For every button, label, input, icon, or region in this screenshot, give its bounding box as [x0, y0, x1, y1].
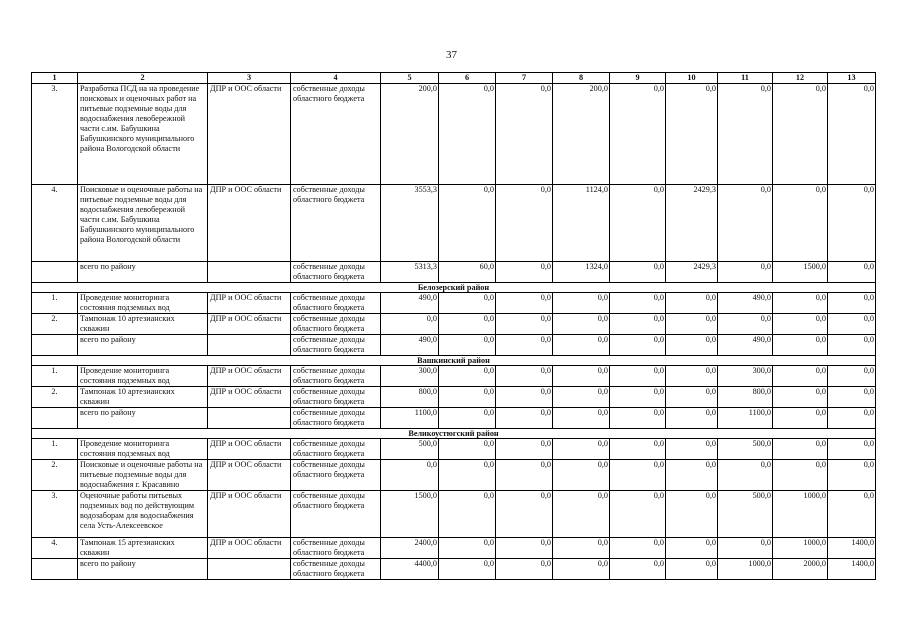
- column-header-9: 9: [610, 73, 666, 84]
- amount-cell: 0,0: [718, 538, 773, 559]
- amount-cell: 0,0: [496, 84, 553, 185]
- row-number-cell: 3.: [32, 491, 78, 538]
- executor-cell: [208, 559, 291, 580]
- row-number-cell: 4.: [32, 185, 78, 262]
- amount-cell: 0,0: [610, 262, 666, 283]
- amount-cell: 0,0: [496, 185, 553, 262]
- funding-source-cell: собственные доходы областного бюджета: [291, 84, 381, 185]
- amount-cell: 0,0: [666, 84, 718, 185]
- amount-cell: 0,0: [828, 408, 876, 429]
- amount-cell: 490,0: [718, 335, 773, 356]
- amount-cell: 1000,0: [773, 491, 828, 538]
- amount-cell: 0,0: [718, 262, 773, 283]
- funding-source-cell: собственные доходы областного бюджета: [291, 335, 381, 356]
- amount-cell: 0,0: [553, 439, 610, 460]
- column-header-8: 8: [553, 73, 610, 84]
- table-row: [32, 538, 876, 559]
- amount-cell: 0,0: [610, 293, 666, 314]
- table-row: [32, 491, 876, 538]
- amount-cell: 0,0: [610, 387, 666, 408]
- amount-cell: 0,0: [666, 335, 718, 356]
- amount-cell: 0,0: [773, 439, 828, 460]
- amount-cell: 0,0: [553, 293, 610, 314]
- column-header-7: 7: [496, 73, 553, 84]
- amount-cell: 0,0: [828, 387, 876, 408]
- funding-source-cell: собственные доходы областного бюджета: [291, 262, 381, 283]
- amount-cell: 1400,0: [828, 538, 876, 559]
- amount-cell: 0,0: [610, 335, 666, 356]
- table-row: [32, 439, 876, 460]
- amount-cell: 0,0: [610, 538, 666, 559]
- amount-cell: 0,0: [496, 293, 553, 314]
- amount-cell: 0,0: [666, 293, 718, 314]
- executor-cell: ДПР и ООС области: [208, 366, 291, 387]
- row-number-cell: 2.: [32, 387, 78, 408]
- amount-cell: 500,0: [718, 439, 773, 460]
- executor-cell: ДПР и ООС области: [208, 460, 291, 491]
- amount-cell: 0,0: [773, 314, 828, 335]
- activity-cell: Оценочные работы питьевых подземных вод по действующим водозаборам для водоснабжения села Усть-Алексеевское: [78, 491, 208, 538]
- amount-cell: 0,0: [773, 387, 828, 408]
- amount-cell: 0,0: [828, 185, 876, 262]
- amount-cell: 0,0: [439, 387, 496, 408]
- amount-cell: 0,0: [553, 314, 610, 335]
- activity-cell: Поисковые и оценочные работы на питьевые подземные воды для водоснабжения г. Красавино: [78, 460, 208, 491]
- table-row: [32, 366, 876, 387]
- amount-cell: 490,0: [381, 293, 439, 314]
- executor-cell: ДПР и ООС области: [208, 293, 291, 314]
- activity-cell: Тампонаж 10 артезианских скважин: [78, 387, 208, 408]
- amount-cell: 0,0: [666, 366, 718, 387]
- funding-source-cell: собственные доходы областного бюджета: [291, 559, 381, 580]
- table-row: [32, 314, 876, 335]
- amount-cell: 0,0: [718, 460, 773, 491]
- amount-cell: 0,0: [828, 366, 876, 387]
- amount-cell: 0,0: [496, 538, 553, 559]
- column-header-6: 6: [439, 73, 496, 84]
- amount-cell: 0,0: [666, 314, 718, 335]
- district-section-row: [32, 356, 876, 366]
- amount-cell: 200,0: [381, 84, 439, 185]
- row-number-cell: [32, 262, 78, 283]
- amount-cell: 0,0: [610, 439, 666, 460]
- column-header-5: 5: [381, 73, 439, 84]
- column-header-row: [32, 73, 876, 84]
- column-header-13: 13: [828, 73, 876, 84]
- amount-cell: 0,0: [439, 491, 496, 538]
- budget-table: [31, 72, 876, 580]
- amount-cell: 0,0: [718, 314, 773, 335]
- amount-cell: 5313,3: [381, 262, 439, 283]
- amount-cell: 0,0: [610, 84, 666, 185]
- amount-cell: 0,0: [828, 293, 876, 314]
- amount-cell: 0,0: [496, 314, 553, 335]
- amount-cell: 0,0: [439, 538, 496, 559]
- column-header-10: 10: [666, 73, 718, 84]
- amount-cell: 0,0: [773, 335, 828, 356]
- funding-source-cell: собственные доходы областного бюджета: [291, 387, 381, 408]
- amount-cell: 1500,0: [773, 262, 828, 283]
- row-number-cell: 1.: [32, 366, 78, 387]
- funding-source-cell: собственные доходы областного бюджета: [291, 491, 381, 538]
- row-number-cell: 1.: [32, 293, 78, 314]
- amount-cell: 1000,0: [773, 538, 828, 559]
- amount-cell: 0,0: [496, 387, 553, 408]
- page-number: 37: [446, 49, 457, 61]
- column-header-11: 11: [718, 73, 773, 84]
- district-title: Вашкинский район: [32, 356, 876, 366]
- amount-cell: 2429,3: [666, 262, 718, 283]
- amount-cell: 0,0: [439, 366, 496, 387]
- activity-cell: Разработка ПСД на на проведение поисковых и оценочных работ на питьевые подземные воды для водоснабжения левобережной части с.им. Бабушкина Бабушкинского муниципального района Вологодской области: [78, 84, 208, 185]
- amount-cell: 1500,0: [381, 491, 439, 538]
- amount-cell: 0,0: [496, 559, 553, 580]
- executor-cell: ДПР и ООС области: [208, 387, 291, 408]
- table-row: [32, 408, 876, 429]
- amount-cell: 0,0: [773, 460, 828, 491]
- amount-cell: 0,0: [828, 84, 876, 185]
- amount-cell: 0,0: [553, 491, 610, 538]
- funding-source-cell: собственные доходы областного бюджета: [291, 366, 381, 387]
- funding-source-cell: собственные доходы областного бюджета: [291, 538, 381, 559]
- activity-cell: Проведение мониторинга состояния подземных вод: [78, 293, 208, 314]
- amount-cell: 0,0: [773, 366, 828, 387]
- amount-cell: 0,0: [610, 559, 666, 580]
- amount-cell: 0,0: [610, 408, 666, 429]
- amount-cell: 1324,0: [553, 262, 610, 283]
- amount-cell: 0,0: [773, 185, 828, 262]
- amount-cell: 0,0: [553, 559, 610, 580]
- amount-cell: 0,0: [610, 491, 666, 538]
- amount-cell: 0,0: [439, 335, 496, 356]
- amount-cell: 0,0: [666, 538, 718, 559]
- amount-cell: 0,0: [381, 314, 439, 335]
- amount-cell: 1000,0: [718, 559, 773, 580]
- table-row: [32, 335, 876, 356]
- table-row: [32, 387, 876, 408]
- executor-cell: ДПР и ООС области: [208, 314, 291, 335]
- amount-cell: 4400,0: [381, 559, 439, 580]
- activity-cell: Проведение мониторинга состояния подземных вод: [78, 439, 208, 460]
- funding-source-cell: собственные доходы областного бюджета: [291, 408, 381, 429]
- amount-cell: 0,0: [439, 185, 496, 262]
- amount-cell: 0,0: [553, 460, 610, 491]
- amount-cell: 0,0: [439, 84, 496, 185]
- funding-source-cell: собственные доходы областного бюджета: [291, 293, 381, 314]
- amount-cell: 800,0: [381, 387, 439, 408]
- amount-cell: 1124,0: [553, 185, 610, 262]
- amount-cell: 0,0: [666, 387, 718, 408]
- executor-cell: ДПР и ООС области: [208, 84, 291, 185]
- amount-cell: 2429,3: [666, 185, 718, 262]
- district-section-row: [32, 429, 876, 439]
- amount-cell: 1100,0: [381, 408, 439, 429]
- amount-cell: 0,0: [666, 439, 718, 460]
- column-header-12: 12: [773, 73, 828, 84]
- amount-cell: 0,0: [718, 185, 773, 262]
- table-row: [32, 185, 876, 262]
- amount-cell: 0,0: [381, 460, 439, 491]
- activity-cell: Проведение мониторинга состояния подземных вод: [78, 366, 208, 387]
- amount-cell: 0,0: [439, 559, 496, 580]
- amount-cell: 0,0: [610, 366, 666, 387]
- amount-cell: 0,0: [496, 262, 553, 283]
- amount-cell: 490,0: [381, 335, 439, 356]
- amount-cell: 0,0: [666, 460, 718, 491]
- amount-cell: 0,0: [553, 408, 610, 429]
- amount-cell: 0,0: [439, 293, 496, 314]
- district-title: Великоустюгский район: [32, 429, 876, 439]
- amount-cell: 0,0: [439, 314, 496, 335]
- amount-cell: 300,0: [718, 366, 773, 387]
- table-row: [32, 460, 876, 491]
- amount-cell: 60,0: [439, 262, 496, 283]
- amount-cell: 0,0: [828, 262, 876, 283]
- amount-cell: 300,0: [381, 366, 439, 387]
- amount-cell: 0,0: [610, 460, 666, 491]
- row-number-cell: 2.: [32, 460, 78, 491]
- row-number-cell: 1.: [32, 439, 78, 460]
- amount-cell: 800,0: [718, 387, 773, 408]
- amount-cell: 0,0: [610, 185, 666, 262]
- amount-cell: 0,0: [666, 408, 718, 429]
- amount-cell: 0,0: [718, 84, 773, 185]
- amount-cell: 200,0: [553, 84, 610, 185]
- activity-cell: Тампонаж 15 артезианских скважин: [78, 538, 208, 559]
- amount-cell: 0,0: [553, 335, 610, 356]
- amount-cell: 0,0: [666, 491, 718, 538]
- executor-cell: [208, 335, 291, 356]
- table-row: [32, 559, 876, 580]
- table-row: [32, 84, 876, 185]
- row-number-cell: 2.: [32, 314, 78, 335]
- table-row: [32, 262, 876, 283]
- amount-cell: 0,0: [496, 335, 553, 356]
- row-number-cell: [32, 559, 78, 580]
- row-number-cell: 4.: [32, 538, 78, 559]
- amount-cell: 0,0: [439, 460, 496, 491]
- amount-cell: 0,0: [496, 491, 553, 538]
- funding-source-cell: собственные доходы областного бюджета: [291, 460, 381, 491]
- amount-cell: 0,0: [496, 366, 553, 387]
- amount-cell: 0,0: [828, 335, 876, 356]
- amount-cell: 0,0: [773, 408, 828, 429]
- amount-cell: 0,0: [828, 460, 876, 491]
- amount-cell: 0,0: [828, 314, 876, 335]
- activity-cell: всего по району: [78, 408, 208, 429]
- district-title: Белозерский район: [32, 283, 876, 293]
- amount-cell: 0,0: [553, 538, 610, 559]
- funding-source-cell: собственные доходы областного бюджета: [291, 439, 381, 460]
- activity-cell: всего по району: [78, 559, 208, 580]
- column-header-4: 4: [291, 73, 381, 84]
- amount-cell: 0,0: [828, 491, 876, 538]
- amount-cell: 0,0: [773, 84, 828, 185]
- column-header-3: 3: [208, 73, 291, 84]
- amount-cell: 0,0: [439, 408, 496, 429]
- executor-cell: ДПР и ООС области: [208, 491, 291, 538]
- executor-cell: ДПР и ООС области: [208, 185, 291, 262]
- amount-cell: 1100,0: [718, 408, 773, 429]
- row-number-cell: 3.: [32, 84, 78, 185]
- amount-cell: 0,0: [828, 439, 876, 460]
- funding-source-cell: собственные доходы областного бюджета: [291, 185, 381, 262]
- column-header-1: 1: [32, 73, 78, 84]
- amount-cell: 3553,3: [381, 185, 439, 262]
- row-number-cell: [32, 335, 78, 356]
- amount-cell: 2400,0: [381, 538, 439, 559]
- amount-cell: 0,0: [439, 439, 496, 460]
- amount-cell: 0,0: [610, 314, 666, 335]
- amount-cell: 0,0: [496, 460, 553, 491]
- amount-cell: 2000,0: [773, 559, 828, 580]
- activity-cell: всего по району: [78, 335, 208, 356]
- executor-cell: [208, 408, 291, 429]
- table-row: [32, 293, 876, 314]
- funding-source-cell: собственные доходы областного бюджета: [291, 314, 381, 335]
- column-header-2: 2: [78, 73, 208, 84]
- amount-cell: 0,0: [666, 559, 718, 580]
- executor-cell: [208, 262, 291, 283]
- activity-cell: всего по району: [78, 262, 208, 283]
- amount-cell: 490,0: [718, 293, 773, 314]
- activity-cell: Тампонаж 10 артезианских скважин: [78, 314, 208, 335]
- executor-cell: ДПР и ООС области: [208, 538, 291, 559]
- activity-cell: Поисковые и оценочные работы на питьевые подземные воды для водоснабжения левобережной части с.им. Бабушкина Бабушкинского муниципального района Вологодской области: [78, 185, 208, 262]
- amount-cell: 0,0: [496, 439, 553, 460]
- amount-cell: 500,0: [718, 491, 773, 538]
- amount-cell: 1400,0: [828, 559, 876, 580]
- amount-cell: 500,0: [381, 439, 439, 460]
- row-number-cell: [32, 408, 78, 429]
- amount-cell: 0,0: [553, 387, 610, 408]
- district-section-row: [32, 283, 876, 293]
- amount-cell: 0,0: [553, 366, 610, 387]
- amount-cell: 0,0: [773, 293, 828, 314]
- executor-cell: ДПР и ООС области: [208, 439, 291, 460]
- amount-cell: 0,0: [496, 408, 553, 429]
